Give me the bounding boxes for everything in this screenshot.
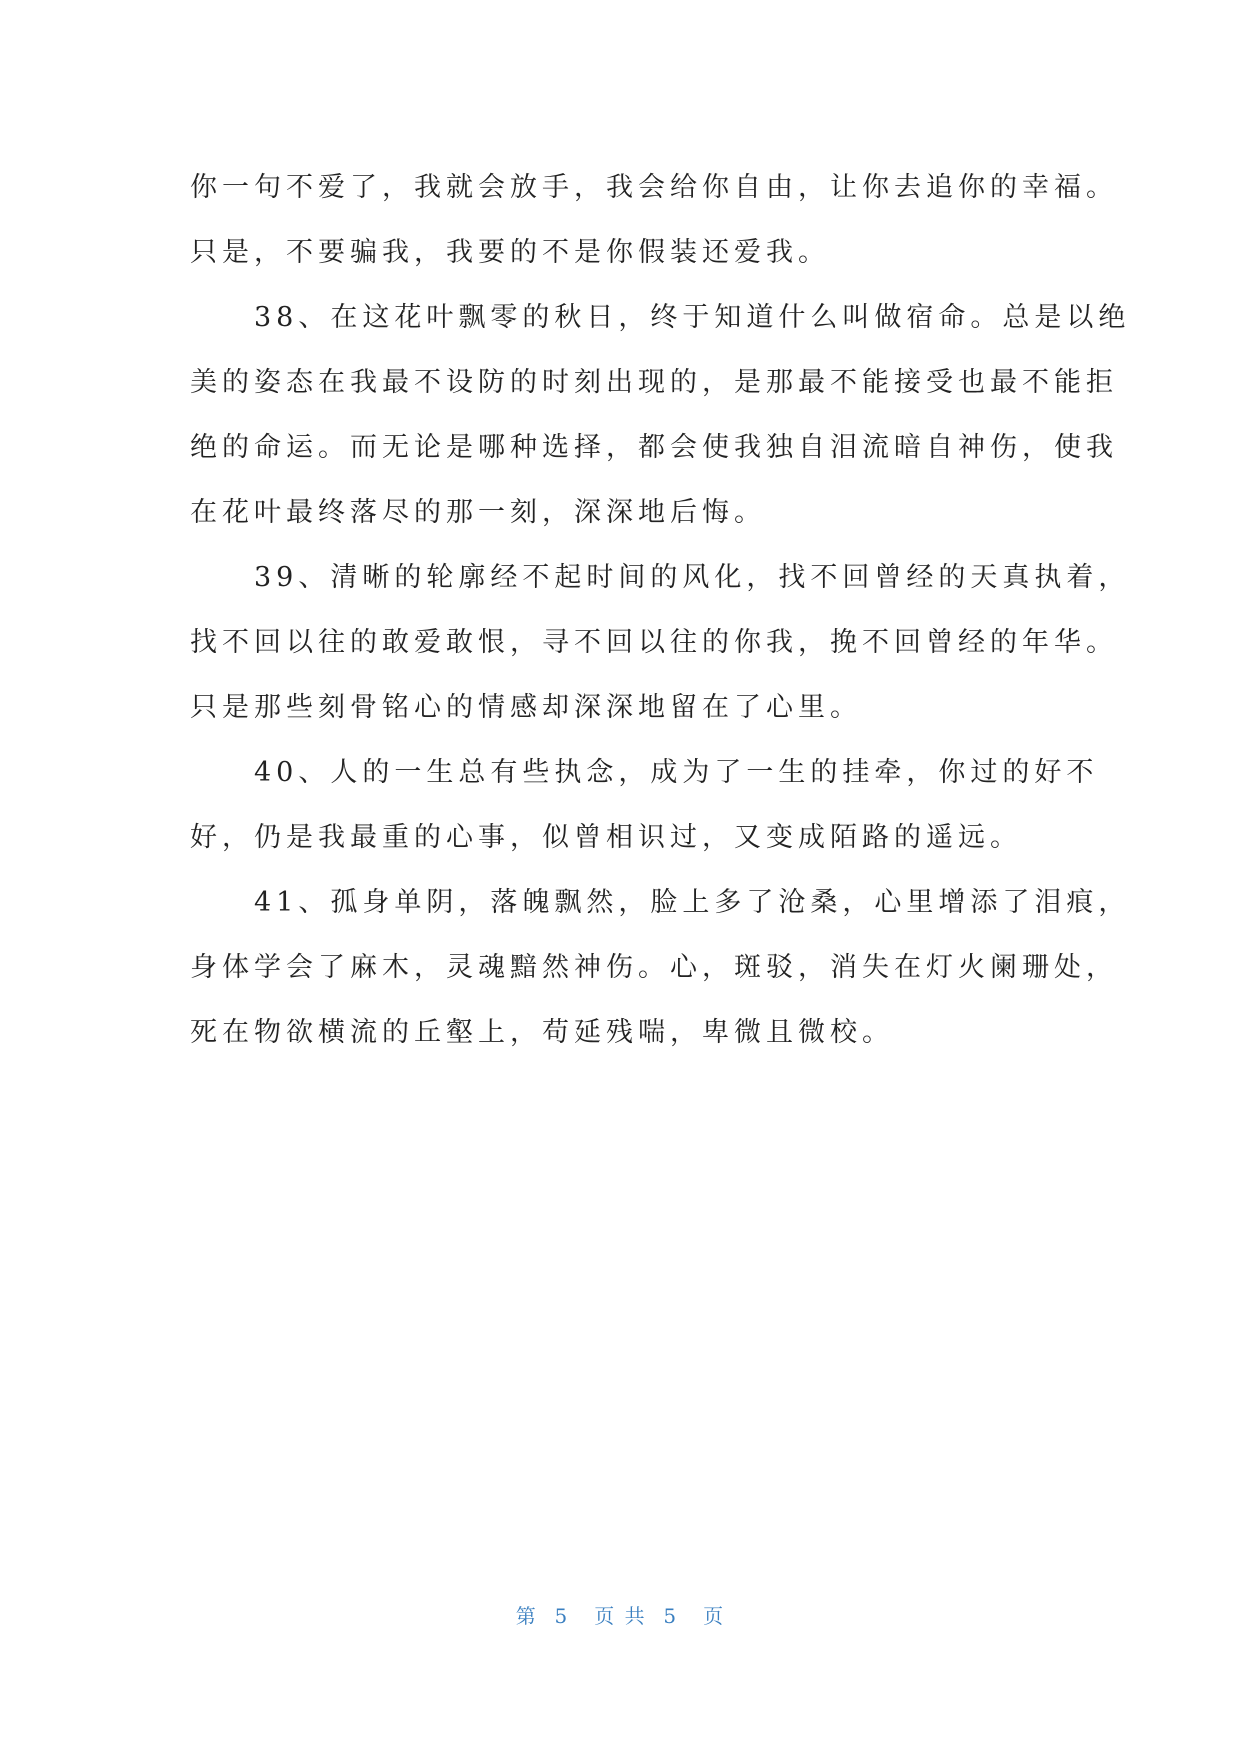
- text-line: 身体学会了麻木，灵魂黯然神伤。心，斑驳，消失在灯火阑珊处，: [190, 952, 1118, 983]
- text-line: 38、在这花叶飘零的秋日，终于知道什么叫做宿命。总是以绝: [190, 302, 1131, 333]
- text-line: 39、清晰的轮廓经不起时间的风化，找不回曾经的天真执着，: [190, 562, 1131, 593]
- text-line: 在花叶最终落尽的那一刻，深深地后悔。: [190, 497, 766, 528]
- text-line: 好，仍是我最重的心事，似曾相识过，又变成陌路的遥远。: [190, 822, 1022, 853]
- text-line: 死在物欲横流的丘壑上，苟延残喘，卑微且微校。: [190, 1017, 894, 1048]
- text-line: 绝的命运。而无论是哪种选择，都会使我独自泪流暗自神伤，使我: [190, 432, 1118, 463]
- text-line: 找不回以往的敢爱敢恨，寻不回以往的你我，挽不回曾经的年华。: [190, 627, 1118, 658]
- page-footer: 第 5 页 共 5 页: [515, 1604, 726, 1628]
- text-line: 只是，不要骗我，我要的不是你假装还爱我。: [190, 237, 830, 268]
- text-line: 41、孤身单阴，落魄飘然，脸上多了沧桑，心里增添了泪痕，: [190, 887, 1131, 918]
- text-line: 美的姿态在我最不设防的时刻出现的，是那最不能接受也最不能拒: [190, 367, 1118, 398]
- text-line: 你一句不爱了，我就会放手，我会给你自由，让你去追你的幸福。: [190, 172, 1118, 203]
- text-line: 40、人的一生总有些执念，成为了一生的挂牵，你过的好不: [190, 757, 1099, 788]
- body-text: [190, 155, 1131, 1065]
- text-line: 只是那些刻骨铭心的情感却深深地留在了心里。: [190, 692, 862, 723]
